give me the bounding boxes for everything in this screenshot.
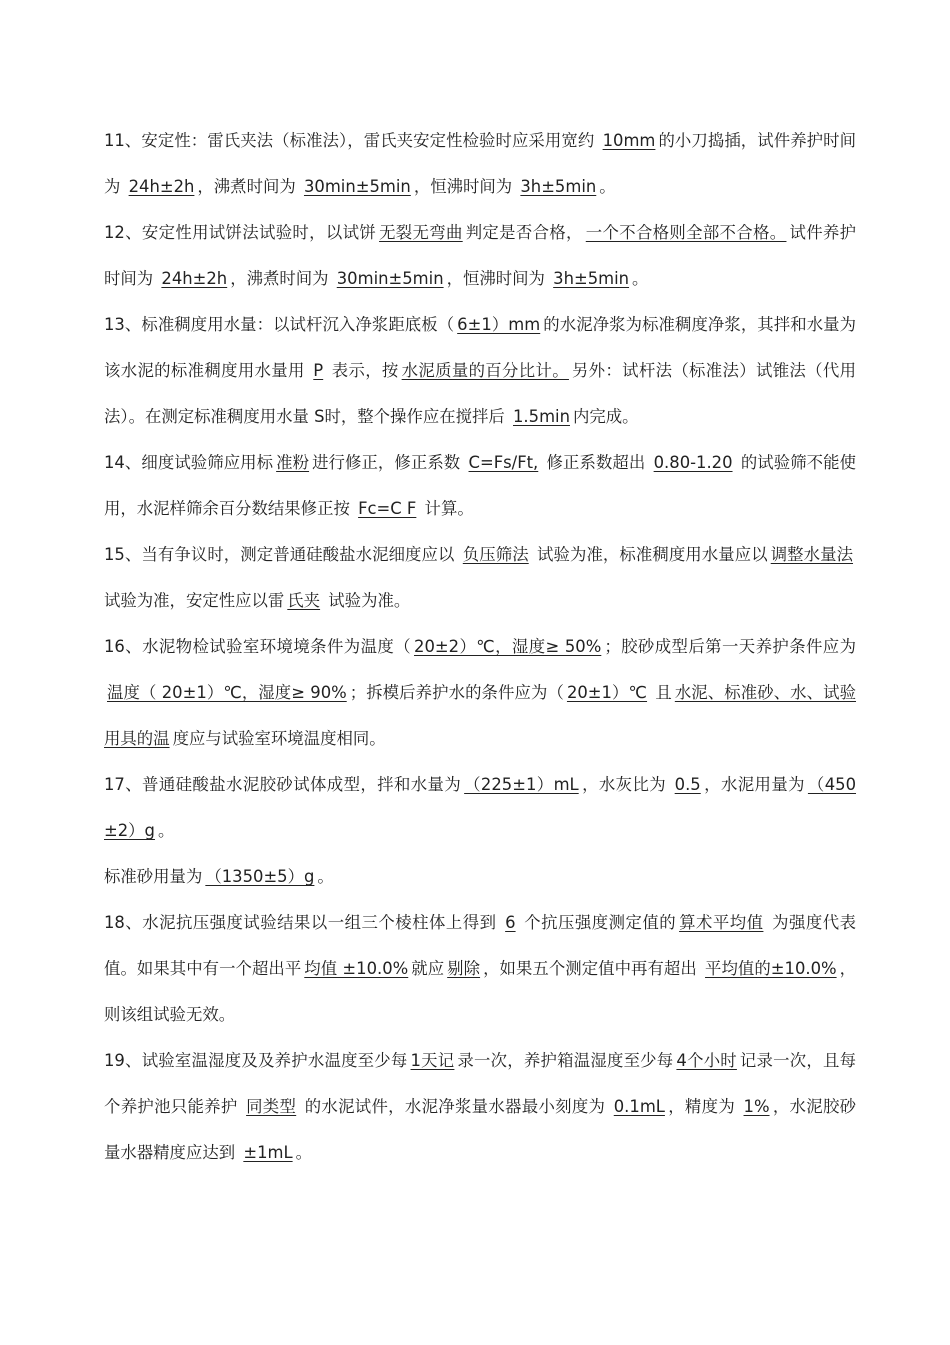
answer-blank: 30min±5min xyxy=(336,269,444,288)
text-run: 14、细度试验筛应用标 xyxy=(104,453,274,472)
text-run: 就应 xyxy=(411,959,445,978)
paragraph-17 xyxy=(104,762,856,854)
text-run: 。 xyxy=(632,269,649,288)
text-run: 的水泥净浆为标准稠度净浆，其拌和水量为该水泥的标准稠度用水量用 xyxy=(104,315,857,380)
paragraph-18 xyxy=(104,900,856,1038)
answer-blank: 10mm xyxy=(602,131,656,150)
answer-blank: 氏夹 xyxy=(287,591,321,610)
answer-blank: 20±2）℃，湿度≥ 50% xyxy=(414,637,602,656)
text-run: ，则该组试验无效。 xyxy=(104,959,857,1024)
text-run: 11、安定性：雷氏夹法（标准法），雷氏夹安定性检验时应采用宽约 xyxy=(104,131,600,150)
text-run: ；胶砂成型后第一天养护条件应为 xyxy=(604,637,857,656)
text-run: ，如果五个测定值中再有超出 xyxy=(483,959,703,978)
text-run: 试验为准，标准稠度用水量应以 xyxy=(531,545,768,564)
text-run: ，水泥用量为 xyxy=(703,775,805,794)
paragraph-15 xyxy=(104,532,862,624)
answer-blank: 剔除 xyxy=(447,959,481,978)
paragraph-14 xyxy=(104,440,856,532)
text-run: 判定是否合格， xyxy=(465,223,583,242)
text-run: 修正系数超出 xyxy=(541,453,651,472)
text-run: 。 xyxy=(599,177,616,196)
text-run: 12、安定性用试饼法试验时，以试饼 xyxy=(104,223,377,242)
answer-blank: 无裂无弯曲 xyxy=(379,223,463,242)
text-run: 试验为准，安定性应以雷 xyxy=(104,545,862,610)
text-run: 13、标准稠度用水量：以试杆沉入净浆距底板（ xyxy=(104,315,455,334)
answer-blank: 30min±5min xyxy=(303,177,411,196)
answer-blank: 20±1）℃ xyxy=(566,683,648,702)
text-run: 。 xyxy=(317,867,334,886)
text-run: 试验为准。 xyxy=(323,591,411,610)
text-run: 录一次，养护箱温湿度至少每 xyxy=(457,1051,674,1070)
paragraph-11 xyxy=(104,118,856,210)
answer-blank: 4个小时 xyxy=(676,1051,737,1070)
paragraph-16 xyxy=(104,624,856,762)
text-run: ，沸煮时间为 xyxy=(230,269,334,288)
text-run: ，沸煮时间为 xyxy=(197,177,301,196)
text-run: 为强度代表值。如果其中有一个超出平 xyxy=(104,913,856,978)
text-run: 另外：试杆法（标准法）试锥法（代用法）。在测定标准稠度用水量 S时，整个操作应在搅拌后 xyxy=(104,361,857,426)
paragraph-19 xyxy=(104,1038,856,1176)
answer-blank: 均值 ±10.0% xyxy=(304,959,409,978)
text-run: 表示，按 xyxy=(326,361,399,380)
paragraph-12 xyxy=(104,210,856,302)
text-run: 记录一次，且每个养护池只能养护 xyxy=(104,1051,857,1116)
text-run: 计算。 xyxy=(419,499,474,518)
text-run: 内完成。 xyxy=(572,407,639,426)
text-run: ，精度为 xyxy=(667,1097,741,1116)
answer-blank: 1% xyxy=(743,1097,770,1116)
answer-blank: 24h±2h xyxy=(161,269,228,288)
text-run: 。 xyxy=(157,821,175,840)
text-run: ，水灰比为 xyxy=(581,775,672,794)
text-run: 度应与试验室环境温度相同。 xyxy=(172,729,386,748)
answer-blank: 6 xyxy=(505,913,516,932)
answer-blank: 温度（ 20±1）℃，湿度≥ 90% xyxy=(107,683,347,702)
text-run: 的水泥试件，水泥净浆量水器最小刻度为 xyxy=(299,1097,611,1116)
answer-blank: 水泥、标准砂、水、试验用具的温 xyxy=(104,683,857,748)
document-page xyxy=(104,118,862,1176)
paragraph-17-cont xyxy=(104,854,856,900)
answer-blank: C=Fs/Ft, xyxy=(468,453,539,472)
text-run: 标准砂用量为 xyxy=(104,867,203,886)
paragraph-13 xyxy=(104,302,856,440)
answer-blank: （225±1）mL xyxy=(464,775,579,794)
answer-blank: Fc=C F xyxy=(358,499,417,518)
text-run: 19、试验室温湿度及及养护水温度至少每 xyxy=(104,1051,408,1070)
text-run: 试件养护时间为 xyxy=(104,223,857,288)
answer-blank: （450±2）g xyxy=(104,775,857,840)
answer-blank: 一个不合格则全部不合格。 xyxy=(585,223,787,242)
answer-blank: 平均值的±10.0% xyxy=(705,959,837,978)
answer-blank: （1350±5）g xyxy=(205,867,315,886)
text-run: ，水泥胶砂量水器精度应达到 xyxy=(104,1097,857,1162)
answer-blank: 1.5min xyxy=(513,407,570,426)
text-run: 且 xyxy=(650,683,672,702)
answer-blank: 0.1mL xyxy=(613,1097,665,1116)
answer-blank: 3h±5min xyxy=(553,269,630,288)
text-run: 的小刀捣插，试件养护时间为 xyxy=(104,131,857,196)
answer-blank: 水泥质量的百分比计。 xyxy=(401,361,569,380)
answer-blank: 6±1）mm xyxy=(457,315,541,334)
text-run: ，恒沸时间为 xyxy=(446,269,551,288)
answer-blank: 算术平均值 xyxy=(679,913,764,932)
text-run: 。 xyxy=(295,1143,312,1162)
text-run: 个抗压强度测定值的 xyxy=(518,913,677,932)
answer-blank: 负压筛法 xyxy=(462,545,529,564)
text-run: 进行修正，修正系数 xyxy=(312,453,466,472)
answer-blank: 1天记 xyxy=(410,1051,455,1070)
answer-blank: 3h±5min xyxy=(520,177,597,196)
answer-blank: ±1mL xyxy=(243,1143,293,1162)
answer-blank: 准粉 xyxy=(276,453,310,472)
text-run: 18、水泥抗压强度试验结果以一组三个棱柱体上得到 xyxy=(104,913,503,932)
answer-blank: 调整水量法 xyxy=(770,545,854,564)
text-run: ，恒沸时间为 xyxy=(413,177,518,196)
text-run: 15、当有争议时，测定普通硅酸盐水泥细度应以 xyxy=(104,545,460,564)
text-run: 的试验筛不能使用，水泥样筛余百分数结果修正按 xyxy=(104,453,856,518)
text-run: 16、水泥物检试验室环境境条件为温度（ xyxy=(104,637,412,656)
answer-blank: 0.80-1.20 xyxy=(653,453,733,472)
text-run: ；拆模后养护水的条件应为（ xyxy=(349,683,564,702)
answer-blank: 同类型 xyxy=(246,1097,297,1116)
text-run: 17、普通硅酸盐水泥胶砂试体成型，拌和水量为 xyxy=(104,775,462,794)
answer-blank: 24h±2h xyxy=(128,177,195,196)
answer-blank: P xyxy=(313,361,324,380)
answer-blank: 0.5 xyxy=(674,775,701,794)
